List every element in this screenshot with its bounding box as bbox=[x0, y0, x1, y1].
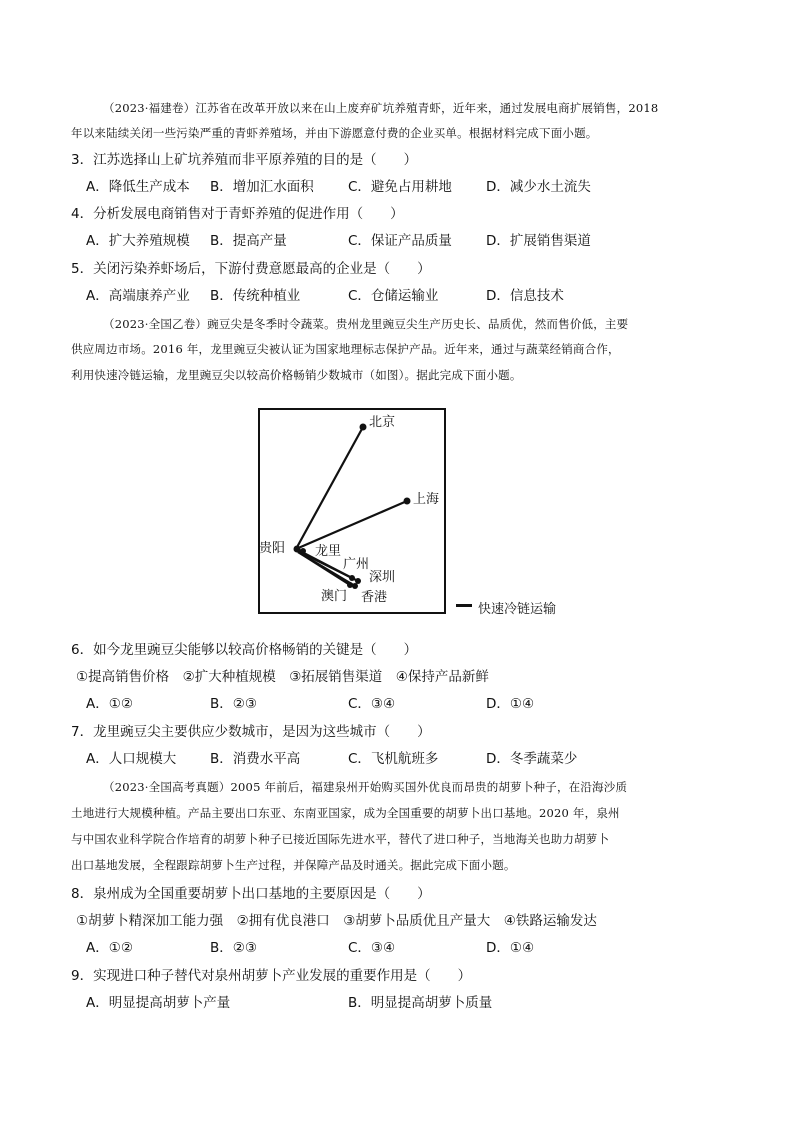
question-5-stem: 5．关闭污染养虾场后，下游付费意愿最高的企业是（ ） bbox=[71, 261, 431, 277]
city-dot-beijing bbox=[360, 424, 367, 431]
question-4-option-a[interactable]: A．扩大养殖规模 bbox=[86, 233, 190, 249]
question-8-option-c[interactable]: C．③④ bbox=[348, 940, 396, 956]
question-7-option-c[interactable]: C．飞机航班多 bbox=[348, 751, 439, 767]
passage-3-line-1: （2023·全国高考真题）2005 年前后，福建泉州开始购买国外优良而昂贵的胡萝卜种子，在沿海沙质 bbox=[103, 780, 628, 794]
question-7-option-d[interactable]: D．冬季蔬菜少 bbox=[486, 751, 578, 767]
question-4-option-c[interactable]: C．保证产品质量 bbox=[348, 233, 452, 249]
city-label-shenzhen: 深圳 bbox=[369, 570, 396, 585]
question-9-stem: 9．实现进口种子替代对泉州胡萝卜产业发展的重要作用是（ ） bbox=[71, 968, 472, 984]
question-5-option-b[interactable]: B．传统种植业 bbox=[210, 288, 301, 304]
question-3-option-d[interactable]: D．减少水土流失 bbox=[486, 179, 591, 195]
city-dot-hongkong bbox=[352, 583, 358, 589]
question-3-option-a[interactable]: A．降低生产成本 bbox=[86, 179, 190, 195]
question-6-option-b[interactable]: B．②③ bbox=[210, 696, 257, 712]
question-6-stem: 6．如今龙里豌豆尖能够以较高价格畅销的关键是（ ） bbox=[71, 642, 418, 658]
question-8-choices: ①胡萝卜精深加工能力强 ②拥有优良港口 ③胡萝卜品质优且产量大 ④铁路运输发达 bbox=[76, 913, 597, 929]
question-4-option-d[interactable]: D．扩展销售渠道 bbox=[486, 233, 591, 249]
question-7-option-b[interactable]: B．消费水平高 bbox=[210, 751, 301, 767]
question-5-option-c[interactable]: C．仓储运输业 bbox=[348, 288, 439, 304]
city-dot-macau bbox=[347, 582, 353, 588]
question-8-option-b[interactable]: B．②③ bbox=[210, 940, 257, 956]
question-9-option-b[interactable]: B．明显提高胡萝卜质量 bbox=[348, 995, 493, 1011]
passage-3-line-4: 出口基地发展，全程跟踪胡萝卜生产过程，并保障产品及时通关。据此完成下面小题。 bbox=[71, 858, 516, 872]
question-4-option-b[interactable]: B．提高产量 bbox=[210, 233, 287, 249]
map-legend-label: 快速冷链运输 bbox=[478, 602, 557, 617]
question-6-option-c[interactable]: C．③④ bbox=[348, 696, 396, 712]
passage-2-line-1: （2023·全国乙卷）豌豆尖是冬季时令蔬菜。贵州龙里豌豆尖生产历史长、品质优，然而售价低，主要 bbox=[103, 317, 629, 331]
question-8-stem: 8．泉州成为全国重要胡萝卜出口基地的主要原因是（ ） bbox=[71, 886, 431, 902]
passage-2-line-2: 供应周边市场。2016 年，龙里豌豆尖被认证为国家地理标志保护产品。近年来，通过与蔬菜经销商合作， bbox=[71, 342, 620, 356]
city-dot-longli bbox=[300, 548, 306, 554]
route-line-shanghai bbox=[296, 501, 407, 549]
city-dot-guiyang bbox=[294, 546, 301, 553]
passage-1-line-1: （2023·福建卷）江苏省在改革开放以来在山上废弃矿坑养殖青虾，近年来，通过发展电商扩展销售，2018 bbox=[103, 101, 659, 115]
question-8-option-a[interactable]: A．①② bbox=[86, 940, 133, 956]
city-dot-guangzhou bbox=[349, 575, 355, 581]
question-8-option-d[interactable]: D．①④ bbox=[486, 940, 535, 956]
passage-2-line-3: 利用快速冷链运输，龙里豌豆尖以较高价格畅销少数城市（如图）。据此完成下面小题。 bbox=[71, 368, 522, 382]
city-label-guangzhou: 广州 bbox=[343, 557, 370, 572]
question-5-option-d[interactable]: D．信息技术 bbox=[486, 288, 564, 304]
city-label-macau: 澳门 bbox=[321, 589, 348, 604]
city-dot-shanghai bbox=[404, 498, 411, 505]
question-7-stem: 7．龙里豌豆尖主要供应少数城市，是因为这些城市（ ） bbox=[71, 724, 431, 740]
route-line-beijing bbox=[296, 427, 363, 549]
question-5-option-a[interactable]: A．高端康养产业 bbox=[86, 288, 190, 304]
city-label-beijing: 北京 bbox=[369, 415, 396, 430]
legend-line-icon bbox=[456, 604, 472, 607]
city-label-guiyang: 贵阳 bbox=[259, 541, 286, 556]
city-dot-shenzhen bbox=[355, 578, 361, 584]
question-4-stem: 4．分析发展电商销售对于青虾养殖的促进作用（ ） bbox=[71, 206, 404, 222]
question-9-option-a[interactable]: A．明显提高胡萝卜产量 bbox=[86, 995, 231, 1011]
question-3-stem: 3．江苏选择山上矿坑养殖而非平原养殖的目的是（ ） bbox=[71, 152, 418, 168]
city-label-shanghai: 上海 bbox=[413, 492, 440, 507]
question-3-option-b[interactable]: B．增加汇水面积 bbox=[210, 179, 314, 195]
question-3-option-c[interactable]: C．避免占用耕地 bbox=[348, 179, 452, 195]
city-label-longli: 龙里 bbox=[315, 544, 342, 559]
question-6-option-d[interactable]: D．①④ bbox=[486, 696, 535, 712]
city-label-hongkong: 香港 bbox=[361, 590, 388, 605]
question-6-option-a[interactable]: A．①② bbox=[86, 696, 133, 712]
passage-3-line-3: 与中国农业科学院合作培育的胡萝卜种子已接近国际先进水平，替代了进口种子，当地海关也助力胡萝卜 bbox=[71, 832, 610, 846]
question-7-option-a[interactable]: A．人口规模大 bbox=[86, 751, 177, 767]
passage-1-line-2: 年以来陆续关闭一些污染严重的青虾养殖场，并由下游愿意付费的企业买单。根据材料完成下面小题。 bbox=[71, 126, 598, 140]
question-6-choices: ①提高销售价格 ②扩大种植规模 ③拓展销售渠道 ④保持产品新鲜 bbox=[76, 669, 489, 685]
passage-3-line-2: 土地进行大规模种植。产品主要出口东亚、东南亚国家，成为全国重要的胡萝卜出口基地。2020 年，泉州 bbox=[71, 806, 620, 820]
